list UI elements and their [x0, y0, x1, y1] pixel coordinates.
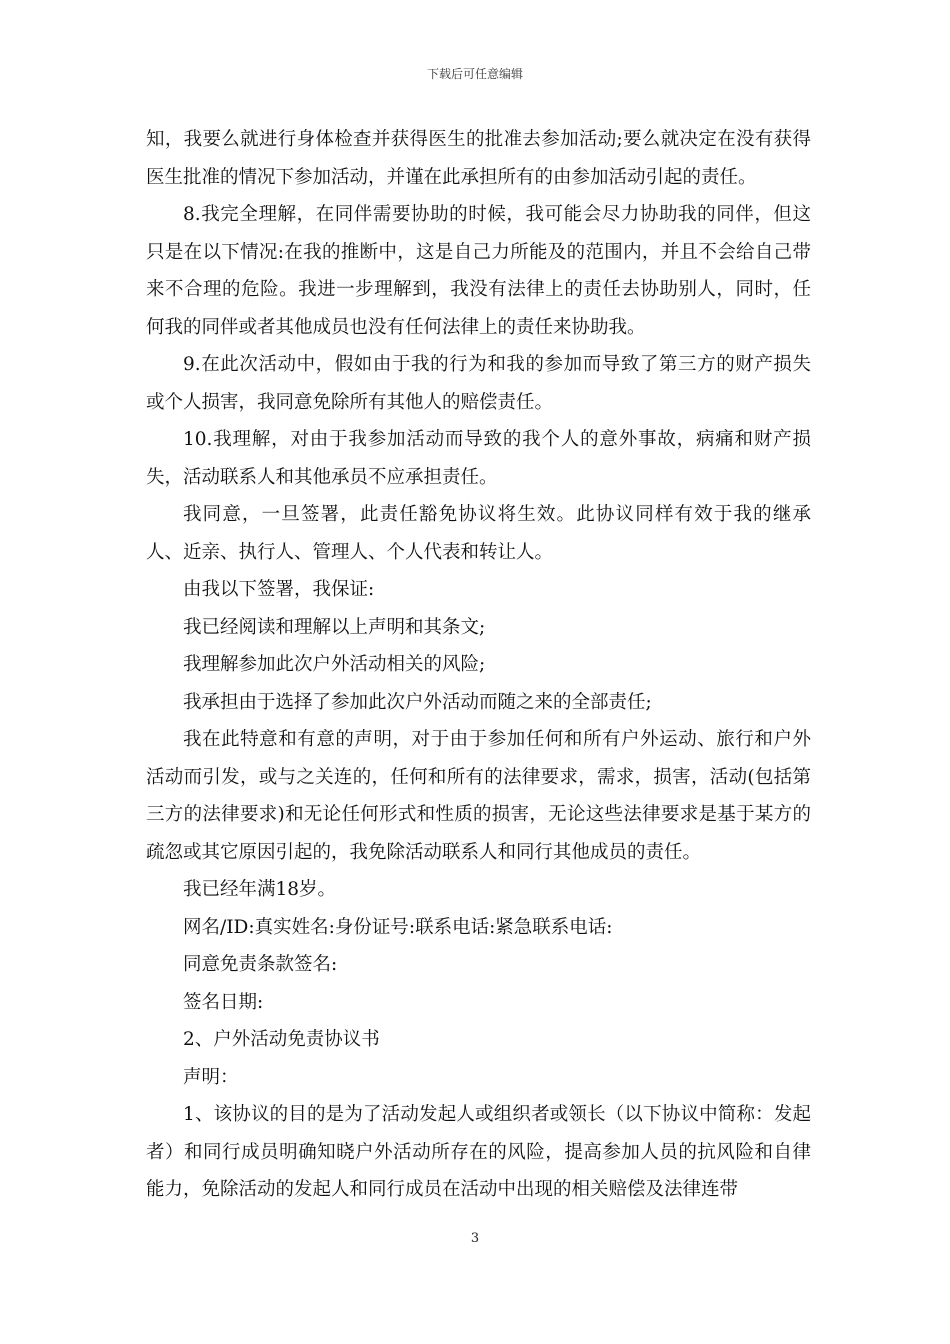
paragraph-clause-8: 8.我完全理解，在同伴需要协助的时候，我可能会尽力协助我的同伴，但这只是在以下情况:在我的推断中，这是自己力所能及的范围内，并且不会给自己带来不合理的危险。我进一步理解到，我没有法律上的责任去协助别人，同时，任何我的同伴或者其他成员也没有任何法律上的责任来协助我。: [146, 204, 811, 338]
page-header: 下载后可任意编辑: [426, 67, 523, 81]
paragraph-age-statement: 我已经年满18岁。: [183, 879, 337, 900]
paragraph-signature-guarantee: 由我以下签署，我保证:: [183, 579, 375, 600]
paragraph-clause-9: 9.在此次活动中，假如由于我的行为和我的参加而导致了第三方的财产损失或个人损害，我同意免除所有其他人的赔偿责任。: [146, 354, 811, 413]
paragraph-read-understood: 我已经阅读和理解以上声明和其条文;: [183, 616, 486, 638]
paragraph-signature-date: 签名日期:: [183, 991, 264, 1013]
paragraph-waiver-declaration: 我在此特意和有意的声明，对于由于参加任何和所有户外运动、旅行和户外活动而引发，或与之关连的，任何和所有的法律要求，需求，损害，活动(包括第三方的法律要求)和无论任何形式和性质的损害，无论这些法律要求是基于某方的疏忽或其它原因引起的，我免除活动联系人和同行其他成员的责任。: [146, 729, 811, 863]
section-heading: 2、户外活动免责协议书: [183, 1029, 380, 1050]
paragraph-consent-signature: 同意免责条款签名:: [183, 954, 338, 975]
paragraph-purpose-clause-1: 1、该协议的目的是为了活动发起人或组织者或领长（以下协议中简称：发起者）和同行成员明确知晓户外活动所存在的风险，提高参加人员的抗风险和自律能力，免除活动的发起人和同行成员在活动中出现的相关赔偿及法律连带: [146, 1104, 811, 1200]
paragraph-accept-responsibility: 我承担由于选择了参加此次户外活动而随之来的全部责任;: [183, 691, 652, 713]
paragraph-understand-risks: 我理解参加此次户外活动相关的风险;: [183, 654, 486, 675]
paragraph-agreement-effect: 我同意，一旦签署，此责任豁免协议将生效。此协议同样有效于我的继承人、近亲、执行人、管理人、个人代表和转让人。: [146, 504, 811, 563]
document-body: [146, 121, 811, 1209]
page-number: 3: [470, 1231, 480, 1246]
paragraph-clause-10: 10.我理解，对由于我参加活动而导致的我个人的意外事故，病痛和财产损失，活动联系人和其他承员不应承担责任。: [146, 429, 811, 488]
paragraph-declaration-label: 声明：: [183, 1066, 239, 1088]
paragraph-personal-info-fields: 网名/ID:真实姓名:身份证号:联系电话:紧急联系电话:: [183, 916, 613, 938]
paragraph-continuation: 知，我要么就进行身体检查并获得医生的批准去参加活动;要么就决定在没有获得医生批准的情况下参加活动，并谨在此承担所有的由参加活动引起的责任。: [146, 129, 811, 188]
